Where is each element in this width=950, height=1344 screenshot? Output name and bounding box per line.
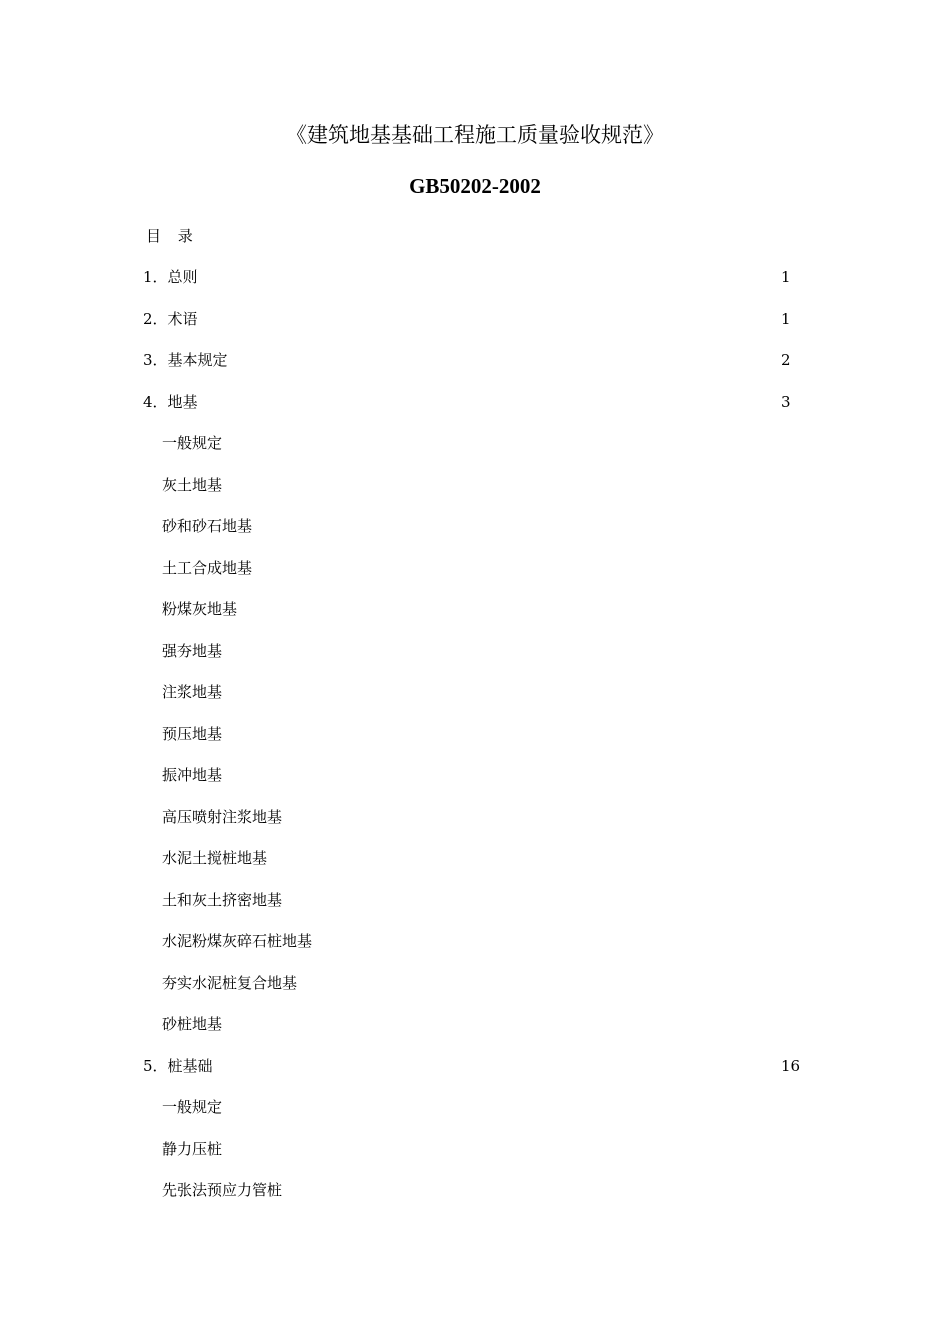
toc-entry[interactable] — [0, 806, 950, 828]
toc-entry[interactable] — [0, 764, 950, 786]
toc-entry[interactable] — [0, 1138, 950, 1160]
toc-entry-label: 水泥粉煤灰碎石桩地基 — [162, 932, 313, 950]
toc-entry[interactable] — [0, 349, 950, 371]
toc-entry[interactable] — [0, 847, 950, 869]
toc-entry-label: 预压地基 — [162, 725, 223, 743]
toc-entry-label: 3．基本规定 — [143, 351, 228, 369]
toc-entry[interactable] — [0, 308, 950, 330]
toc-entry[interactable] — [0, 681, 950, 703]
toc-entry-label: 水泥土搅桩地基 — [162, 849, 268, 867]
toc-entry[interactable] — [0, 391, 950, 413]
toc-entry-label: 注浆地基 — [162, 683, 223, 701]
toc-entry-label: 粉煤灰地基 — [162, 600, 238, 618]
toc-entry-label: 灰土地基 — [162, 476, 223, 494]
toc-entry-page-number: 3 — [781, 393, 791, 411]
toc-entry-label: 2．术语 — [143, 310, 198, 328]
toc-entry[interactable] — [0, 432, 950, 454]
toc-entry[interactable] — [0, 1096, 950, 1118]
toc-entry[interactable] — [0, 930, 950, 952]
toc-heading: 目 录 — [146, 227, 199, 245]
toc-entry-label: 5．桩基础 — [143, 1057, 213, 1075]
toc-entry-label: 强夯地基 — [162, 642, 223, 660]
toc-entry[interactable] — [0, 266, 950, 288]
toc-entry-label: 4．地基 — [143, 393, 198, 411]
toc-entry[interactable] — [0, 474, 950, 496]
toc-entry[interactable] — [0, 1013, 950, 1035]
toc-entry-label: 土和灰土挤密地基 — [162, 891, 283, 909]
toc-entry[interactable] — [0, 557, 950, 579]
toc-entry-label: 夯实水泥桩复合地基 — [162, 974, 298, 992]
toc-entry-page-number: 16 — [781, 1057, 801, 1075]
toc-entry-page-number: 2 — [781, 351, 791, 369]
toc-entry-page-number: 1 — [781, 268, 791, 286]
toc-entry[interactable] — [0, 640, 950, 662]
toc-entry[interactable] — [0, 598, 950, 620]
toc-entry[interactable] — [0, 972, 950, 994]
toc-entry-label: 一般规定 — [162, 434, 223, 452]
toc-entry-label: 静力压桩 — [162, 1140, 223, 1158]
toc-entry-label: 先张法预应力管桩 — [162, 1181, 283, 1199]
document-code: GB50202-2002 — [409, 174, 541, 198]
toc-entry[interactable] — [0, 515, 950, 537]
toc-entry[interactable] — [0, 1055, 950, 1077]
toc-entry-label: 振冲地基 — [162, 766, 223, 784]
toc-entry-label: 1．总则 — [143, 268, 198, 286]
toc-entry[interactable] — [0, 1179, 950, 1201]
toc-entry-label: 高压喷射注浆地基 — [162, 808, 283, 826]
toc-entry-page-number: 1 — [781, 310, 791, 328]
toc-entry-label: 砂桩地基 — [162, 1015, 223, 1033]
toc-entry[interactable] — [0, 889, 950, 911]
toc-entry[interactable] — [0, 723, 950, 745]
toc-entry-label: 一般规定 — [162, 1098, 223, 1116]
toc-entry-label: 砂和砂石地基 — [162, 517, 253, 535]
document-title: 《建筑地基基础工程施工质量验收规范》 — [286, 123, 664, 147]
toc-entry-label: 土工合成地基 — [162, 559, 253, 577]
